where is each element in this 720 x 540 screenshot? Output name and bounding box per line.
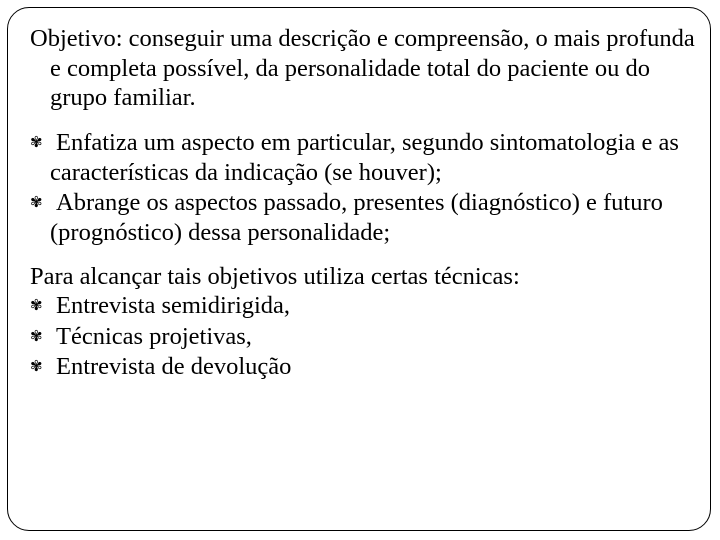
objective-paragraph	[30, 24, 700, 113]
objective-text: : conseguir uma descrição e compreensão, o mais profunda e completa possível, da personalidade total do paciente ou do grupo familiar.	[50, 25, 695, 111]
list-item	[30, 352, 700, 383]
list-item	[30, 188, 700, 248]
slide-content	[30, 24, 700, 383]
list-item	[30, 128, 700, 188]
list-item	[30, 291, 700, 322]
list-item	[30, 322, 700, 353]
bullet-icon: ✾	[30, 328, 43, 345]
bullet-icon: ✾	[30, 298, 43, 314]
list-item-text: Técnicas projetivas,	[56, 322, 252, 350]
bullet-icon: ✾	[30, 359, 43, 375]
list-item-text: Entrevista de devolução	[56, 353, 292, 380]
list-item-text: Entrevista semidirigida,	[56, 292, 291, 319]
bullet-icon: ✾	[30, 194, 43, 211]
bullet-icon: ✾	[30, 134, 43, 151]
list-item-text: Enfatiza um aspecto em particular, segundo sintomatologia e as características da indicação (se houver);	[50, 128, 679, 186]
objective-label: Objetivo	[30, 25, 116, 52]
list-item-text: Abrange os aspectos passado, presentes (diagnóstico) e futuro (prognóstico) dessa personalidade;	[50, 188, 663, 246]
techniques-intro: Para alcançar tais objetivos utiliza certas técnicas:	[30, 262, 520, 290]
